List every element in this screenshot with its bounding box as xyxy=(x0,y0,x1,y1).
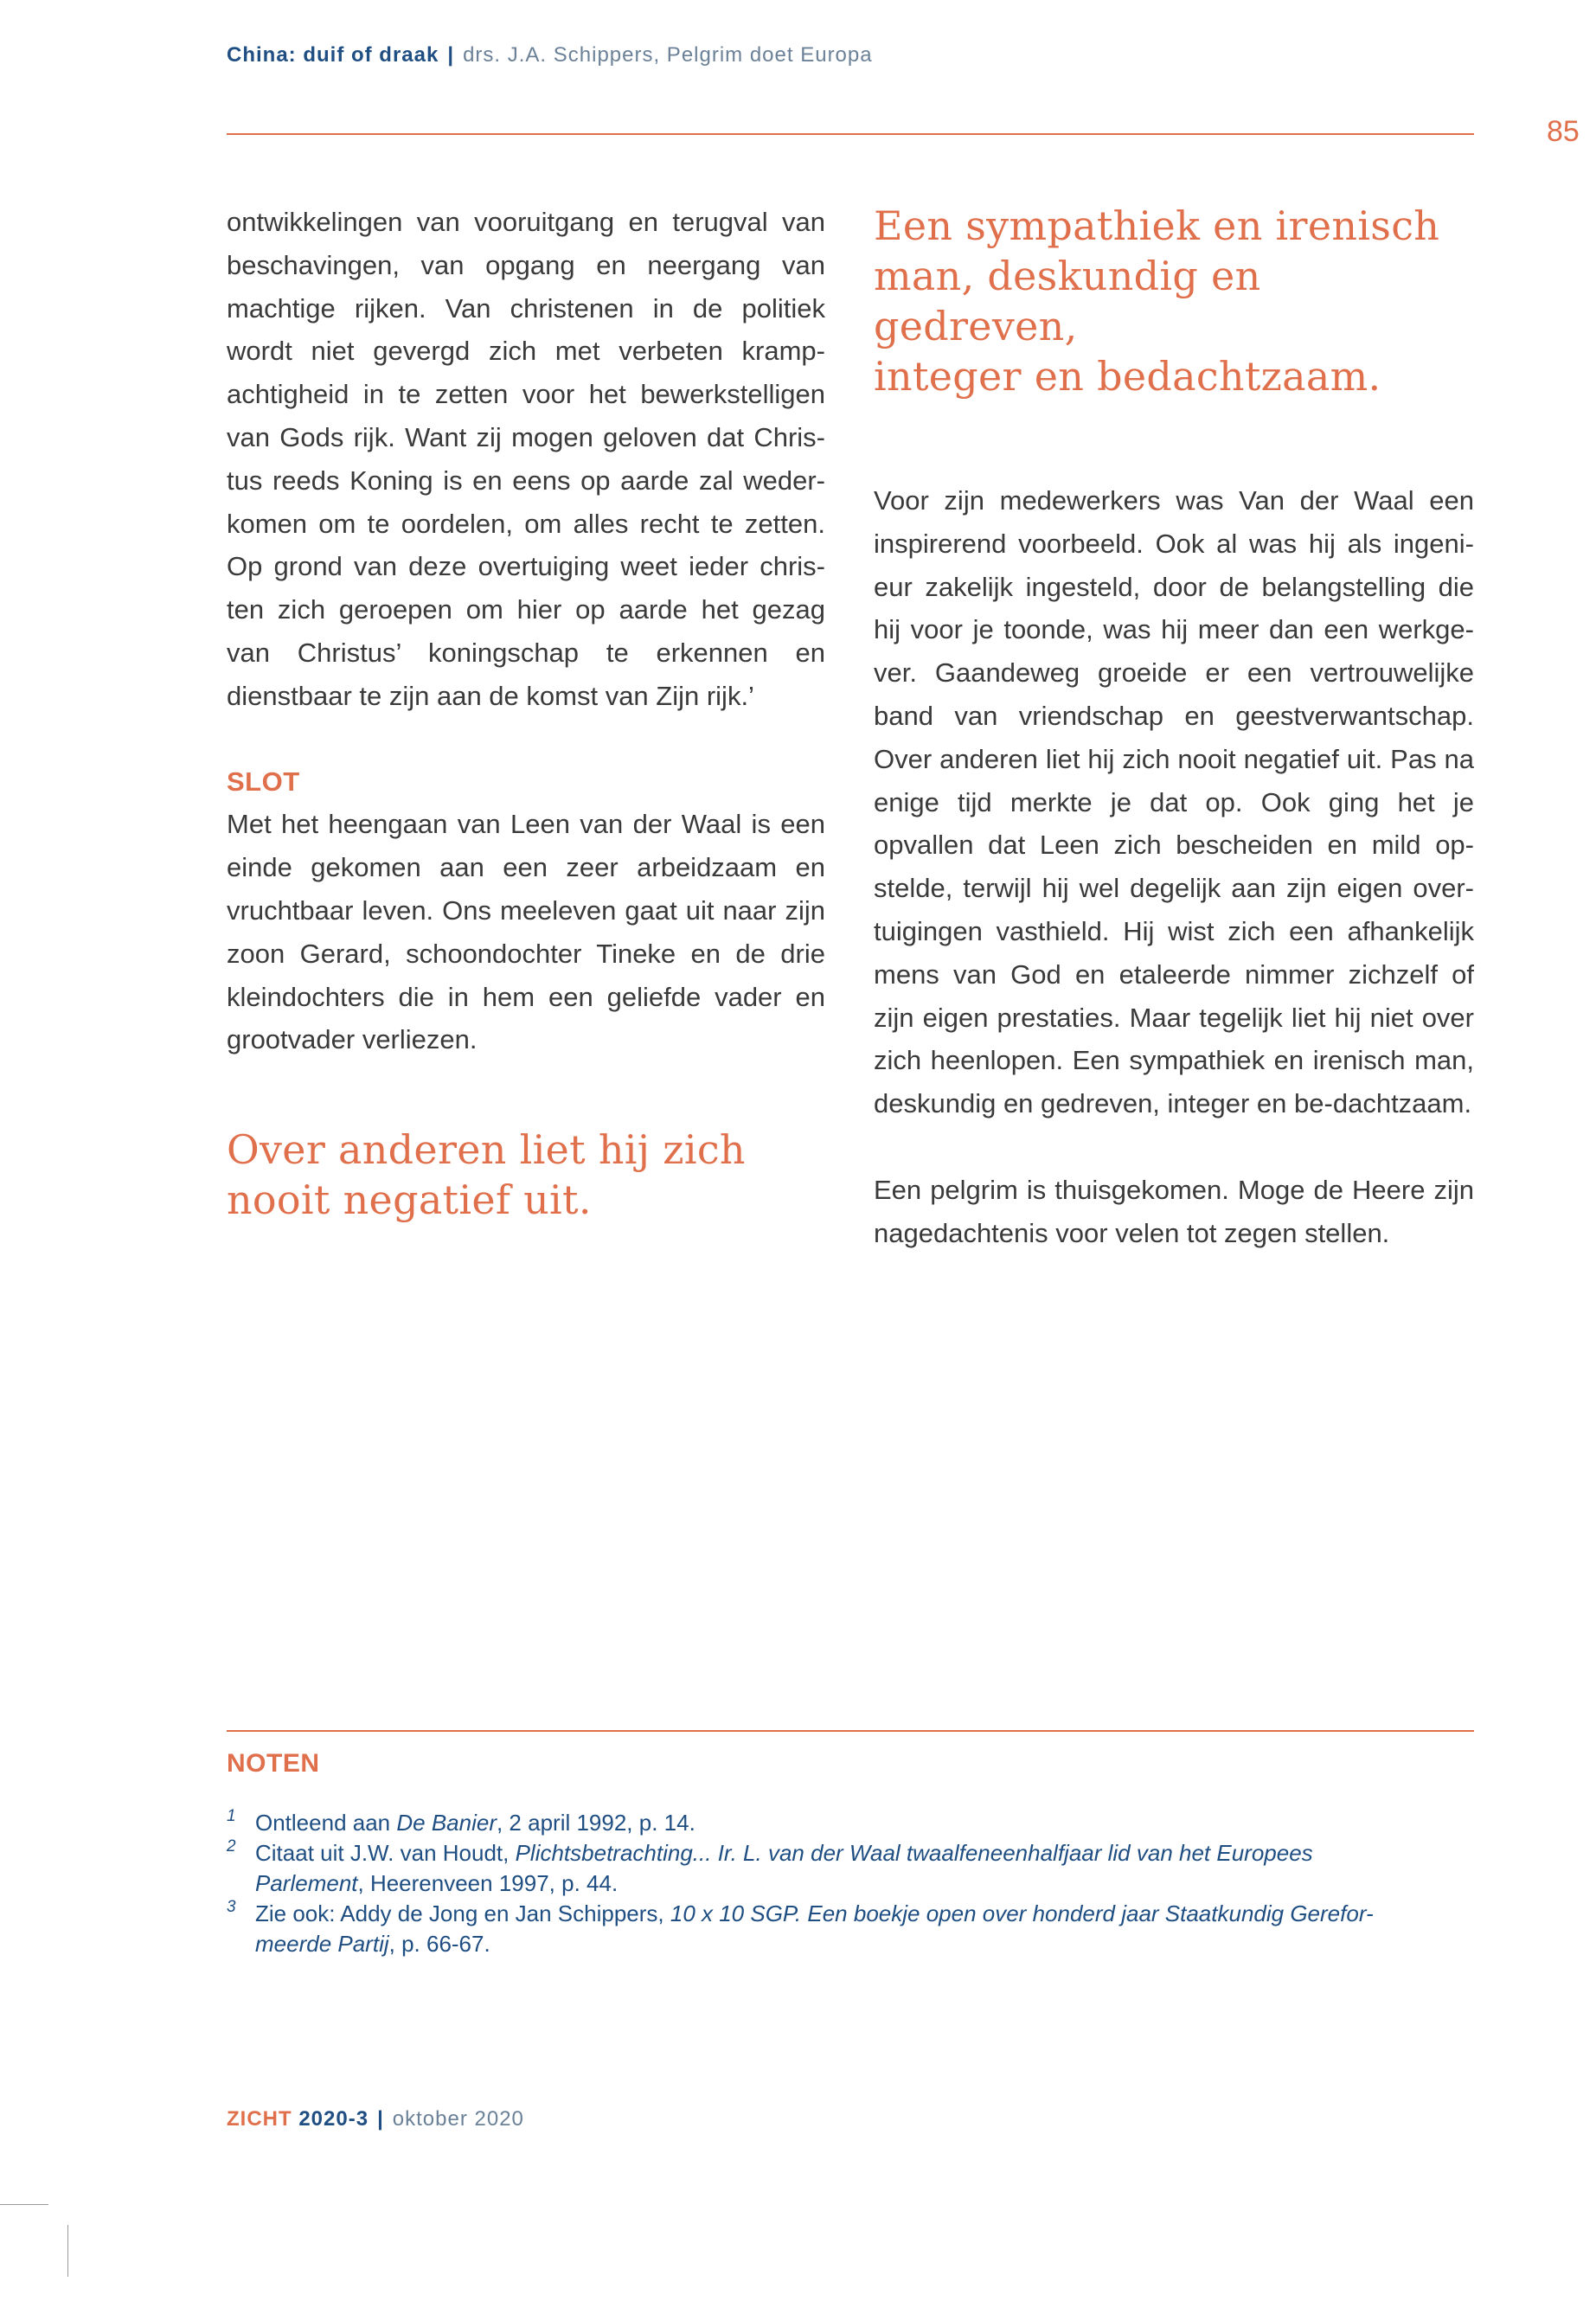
page-footer xyxy=(227,2107,524,2131)
text-line: komen om te oordelen, om alles recht te zetten. xyxy=(227,508,825,539)
section-heading-slot: SLOT xyxy=(227,766,300,797)
text-line: van Gods rijk. Want zij mogen geloven dat Chris- xyxy=(227,421,825,452)
footnote-text: , 2 april 1992, p. 14. xyxy=(496,1810,695,1836)
footnote-italic: Parlement xyxy=(255,1870,358,1896)
text-line: Een pelgrim is thuisgekomen. Moge de Heere xyxy=(874,1174,1434,1205)
text-line: zijn eigen prestaties. Maar tegelijk liet hij niet xyxy=(874,1002,1422,1033)
issue-number: 2020-3 xyxy=(298,2107,369,2131)
text-line: drie kleindochters die in hem een geliefde vader xyxy=(227,938,825,1012)
text-line: dachtzaam. xyxy=(1332,1088,1472,1119)
text-line: Over anderen liet hij zich nooit negatief uit. Pas xyxy=(874,743,1445,774)
pull-quote-left xyxy=(227,1125,825,1225)
left-body-paragraph xyxy=(227,201,825,718)
text-line: wordt niet gevergd zich met verbeten kramp- xyxy=(227,336,825,367)
left-column xyxy=(227,201,825,1225)
text-line: stelde, terwijl hij wel degelijk aan zijn eigen over- xyxy=(874,873,1474,904)
text-line: mens van God en etaleerde nimmer zichzelf of xyxy=(874,958,1474,990)
footnote-number: 1 xyxy=(227,1807,236,1825)
page-number: 85 xyxy=(1547,115,1580,148)
footnote-italic: De Banier xyxy=(396,1810,497,1836)
text-line: over zich heenlopen. Een sympathiek en irenisch xyxy=(874,1002,1474,1076)
footnote xyxy=(227,1838,1474,1899)
text-line: Met het heengaan van Leen van der Waal is een xyxy=(227,809,825,840)
closing-paragraph xyxy=(874,1169,1474,1255)
notes-heading: NOTEN xyxy=(227,1749,320,1778)
text-line: tuigingen vasthield. Hij wist zich een afhankelijk xyxy=(874,915,1474,946)
footnote xyxy=(227,1899,1474,1959)
magazine-name: ZICHT xyxy=(227,2107,292,2131)
footnote-italic: Plichtsbetrachting... Ir. L. van der Waal twaalfeneenhalfjaar lid van het Europees xyxy=(515,1840,1313,1866)
notes-rule xyxy=(227,1730,1474,1732)
text-line: machtige rijken. Van christenen in de politiek xyxy=(227,292,825,324)
text-line: zijn nagedachtenis voor velen tot zegen stellen. xyxy=(874,1174,1474,1248)
footnote-italic: meerde Partij xyxy=(255,1931,389,1957)
footnote xyxy=(227,1808,1474,1838)
text-line: ten zich geroepen om hier op aarde het gezag xyxy=(227,594,825,625)
footnote-text: , Heerenveen 1997, p. 44. xyxy=(357,1870,619,1896)
crop-mark xyxy=(67,2225,68,2277)
publication-title: China: duif of draak xyxy=(227,43,439,67)
text-line: zijn zoon Gerard, schoondochter Tineke en de xyxy=(227,894,825,969)
pull-quote-line: nooit negatief uit. xyxy=(227,1176,592,1224)
pull-quote-line: Een sympathiek en irenisch xyxy=(874,202,1440,249)
crop-mark xyxy=(0,2204,48,2205)
text-line: na enige tijd merkte je dat op. Ook ging het je xyxy=(874,743,1474,817)
text-line: beschavingen, van opgang en neergang van xyxy=(227,249,825,280)
pull-quote-line: Over anderen liet hij zich xyxy=(227,1126,746,1174)
notes-list xyxy=(227,1808,1474,1959)
text-line: inspirerend voorbeeld. Ook al was hij als ingeni- xyxy=(874,528,1474,559)
text-line: ontwikkelingen van vooruitgang en terugval van xyxy=(227,207,825,237)
spacer xyxy=(874,401,1474,479)
text-line: opvallen dat Leen zich bescheiden en mild op- xyxy=(874,830,1474,861)
text-line: dienstbaar te zijn aan de komst van Zijn rijk.’ xyxy=(227,680,754,711)
text-line: vruchtbaar leven. Ons meeleven gaat uit naar xyxy=(227,894,785,926)
text-line: tus reeds Koning is en eens op aarde zal weder- xyxy=(227,465,825,496)
running-head xyxy=(227,43,873,67)
footnote-number: 2 xyxy=(227,1837,236,1856)
text-line: man, deskundig en gedreven, integer en be- xyxy=(874,1045,1474,1119)
right-column xyxy=(874,201,1474,1254)
text-line: Voor zijn medewerkers was Van der Waal een xyxy=(874,485,1474,516)
text-line: band van vriendschap en geestverwantschap. xyxy=(874,700,1474,731)
text-line: einde gekomen aan een zeer arbeidzaam en xyxy=(227,852,825,883)
pull-quote-line: integer en bedachtzaam. xyxy=(874,353,1381,400)
footnote-text: Ontleend aan xyxy=(255,1810,397,1836)
text-line: achtigheid in te zetten voor het bewerkstelligen xyxy=(227,379,825,410)
text-line: eur zakelijk ingesteld, door de belangstelling die xyxy=(874,571,1474,602)
footer-separator: | xyxy=(377,2107,384,2131)
pull-quote-right xyxy=(874,201,1474,401)
pull-quote-line: man, deskundig en gedreven, xyxy=(874,253,1261,349)
header-separator: | xyxy=(447,43,455,67)
footnote-number: 3 xyxy=(227,1898,236,1916)
footnote-text: Zie ook: Addy de Jong en Jan Schippers, xyxy=(255,1900,670,1926)
article-author: drs. J.A. Schippers, Pelgrim doet Europa xyxy=(463,43,873,67)
issue-date: oktober 2020 xyxy=(392,2107,524,2131)
right-body-paragraph xyxy=(874,479,1474,1125)
text-line: ver. Gaandeweg groeide er een vertrouwelijke xyxy=(874,657,1474,689)
spacer xyxy=(874,1125,1474,1169)
slot-paragraph xyxy=(227,803,825,1061)
text-line: hij voor je toonde, was hij meer dan een werkge- xyxy=(874,614,1474,645)
footnote-text: Citaat uit J.W. van Houdt, xyxy=(255,1840,516,1866)
text-line: en grootvader verliezen. xyxy=(227,981,825,1055)
text-line: Op grond van deze overtuiging weet ieder chris- xyxy=(227,551,825,582)
header-rule xyxy=(227,133,1474,135)
footnote-text: , p. 66-67. xyxy=(388,1931,490,1957)
footnote-italic: 10 x 10 SGP. Een boekje open over honderd jaar Staatkundig Gerefor- xyxy=(670,1900,1374,1926)
text-line: van Christus’ koningschap te erkennen en xyxy=(227,637,825,668)
